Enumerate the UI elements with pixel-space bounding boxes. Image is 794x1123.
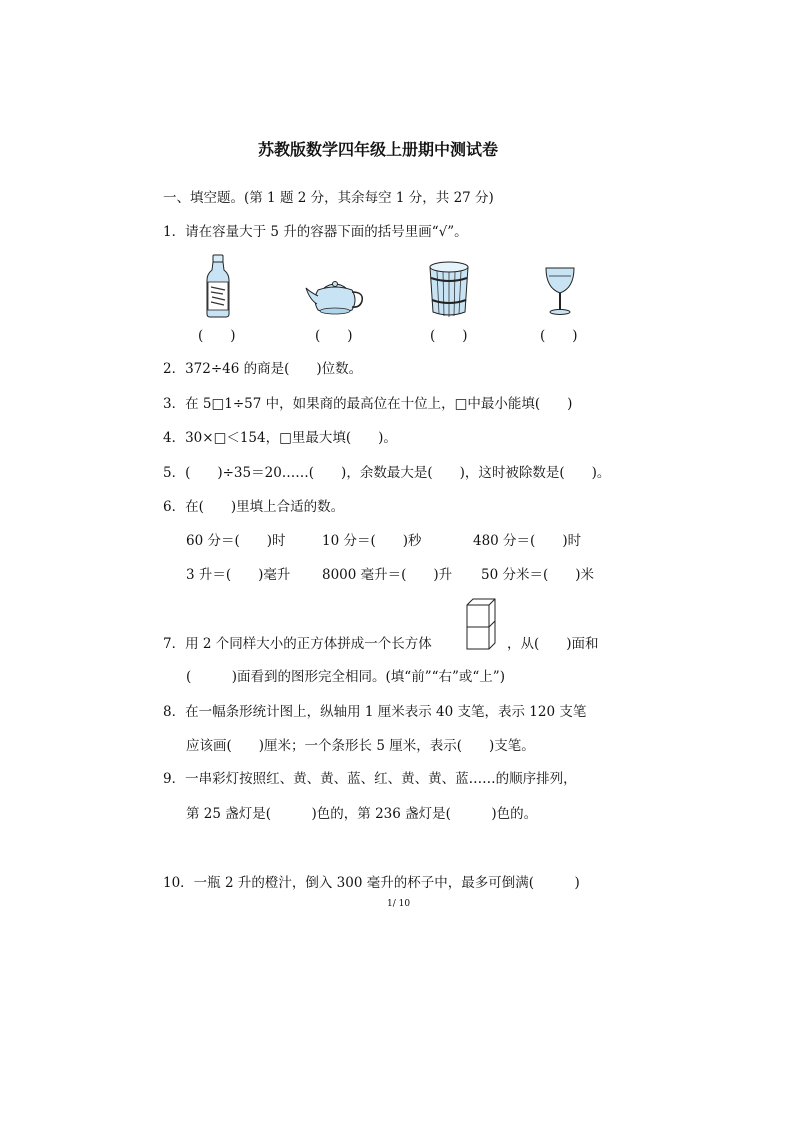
conversion-item: 8000 毫升＝( )升 bbox=[322, 567, 453, 583]
question-9: 9．一串彩灯按照红、黄、黄、蓝、红、黄、黄、蓝……的顺序排列， bbox=[163, 771, 577, 787]
question-1: 1．请在容量大于 5 升的容器下面的括号里画“√”。 bbox=[163, 224, 468, 240]
wine-glass-icon bbox=[543, 266, 577, 316]
question-3: 3．在 5□1÷57 中，如果商的最高位在十位上，□中最小能填( ) bbox=[163, 396, 573, 412]
question-9-line2: 第 25 盏灯是( )色的，第 236 盏灯是( )色的。 bbox=[186, 806, 538, 822]
page-title: 苏教版数学四年级上册期中测试卷 bbox=[258, 140, 499, 159]
section-heading: 一、填空题。(第 1 题 2 分，其余每空 1 分，共 27 分) bbox=[163, 190, 494, 206]
question-7: 7．用 2 个同样大小的正方体拼成一个长方体 bbox=[163, 636, 432, 652]
wooden-bucket-icon bbox=[427, 260, 471, 318]
page-number: 1/ 10 bbox=[387, 899, 411, 909]
question-2: 2．372÷46 的商是( )位数。 bbox=[163, 361, 363, 377]
question-8: 8．在一幅条形统计图上，纵轴用 1 厘米表示 40 支笔，表示 120 支笔 bbox=[163, 704, 587, 720]
conversion-item: 50 分米＝( )米 bbox=[481, 567, 595, 583]
question-10: 10．一瓶 2 升的橙汁，倒入 300 毫升的杯子中，最多可倒满( ) bbox=[163, 875, 580, 891]
teapot-icon bbox=[304, 280, 366, 316]
conversion-item: 480 分＝( )时 bbox=[473, 533, 582, 549]
question-5: 5．( )÷35＝20……( )，余数最大是( )，这时被除数是( )。 bbox=[163, 465, 611, 481]
question-7-line2: ( )面看到的图形完全相同。(填“前”“右”或“上”) bbox=[186, 669, 505, 685]
stacked-cubes-icon bbox=[466, 598, 496, 650]
conversion-item: 10 分＝( )秒 bbox=[322, 533, 422, 549]
conversion-item: 3 升＝( )毫升 bbox=[186, 567, 291, 583]
answer-bracket[interactable]: ( ) bbox=[430, 328, 468, 344]
question-4: 4．30×□＜154，□里最大填( )。 bbox=[163, 430, 397, 446]
conversion-item: 60 分＝( )时 bbox=[186, 533, 286, 549]
question-8-line2: 应该画( )厘米；一个条形长 5 厘米，表示( )支笔。 bbox=[186, 738, 535, 754]
answer-bracket[interactable]: ( ) bbox=[315, 328, 353, 344]
answer-bracket[interactable]: ( ) bbox=[540, 328, 578, 344]
question-6: 6．在( )里填上合适的数。 bbox=[163, 499, 345, 515]
question-7-cont: ，从( )面和 bbox=[507, 636, 599, 652]
answer-bracket[interactable]: ( ) bbox=[198, 328, 236, 344]
water-bottle-icon bbox=[203, 254, 233, 318]
